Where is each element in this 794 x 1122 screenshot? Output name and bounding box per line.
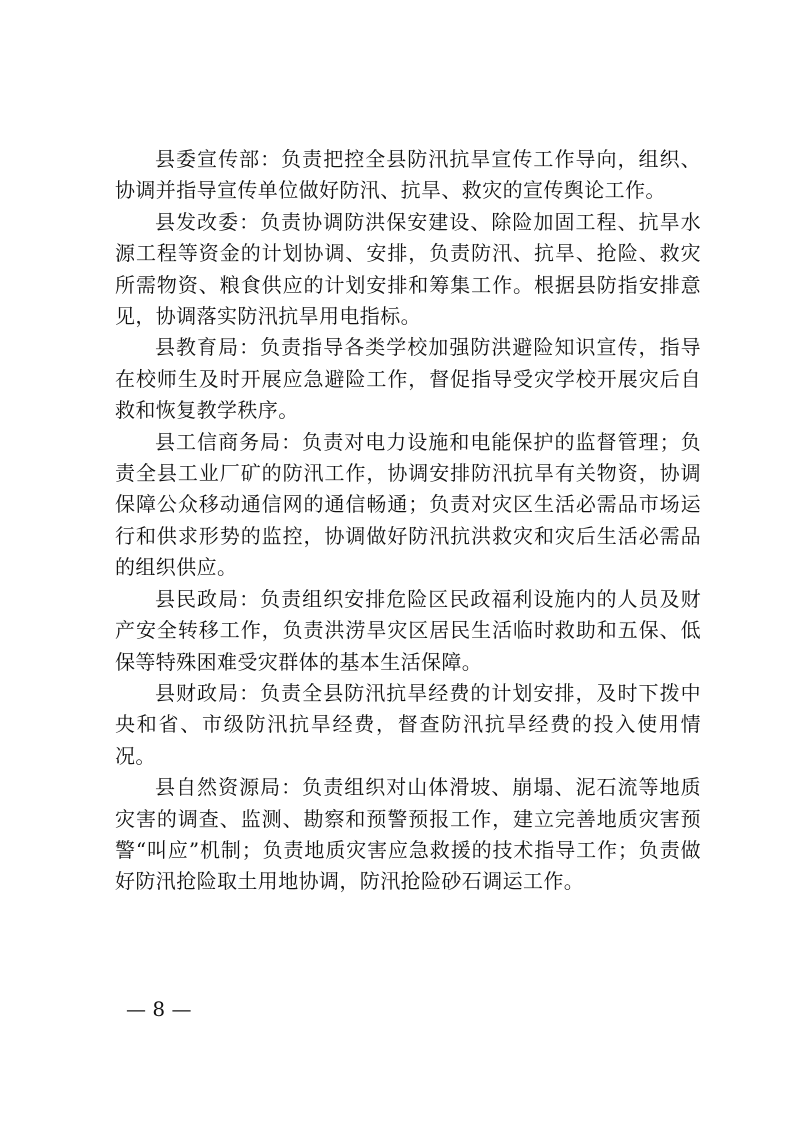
paragraph-industry-commerce-bureau: 县工信商务局：负责对电力设施和电能保护的监督管理；负责全县工业厂矿的防汛工作，协调安排防汛抗旱有关物资，协调保障公众移动通信网的通信畅通；负责对灾区生活必需品市场运行和供求形势的监控，协调做好防汛抗洪救灾和灾后生活必需品的组织供应。 [115, 429, 701, 580]
paragraph-civil-affairs-bureau: 县民政局：负责组织安排危险区民政福利设施内的人员及财产安全转移工作，负责洪涝旱灾区居民生活临时救助和五保、低保等特殊困难受灾群体的基本生活保障。 [115, 586, 701, 674]
paragraph-propaganda-department: 县委宣传部：负责把控全县防汛抗旱宣传工作导向，组织、协调并指导宣传单位做好防汛、抗旱、救灾的宣传舆论工作。 [115, 147, 701, 203]
paragraph-natural-resources-bureau: 县自然资源局：负责组织对山体滑坡、崩塌、泥石流等地质灾害的调查、监测、勘察和预警预报工作，建立完善地质灾害预警“叫应”机制；负责地质灾害应急救援的技术指导工作；负责做好防汛抢险取土用地协调，防汛抢险砂石调运工作。 [115, 775, 701, 894]
page-number: — 8 — [126, 997, 192, 1021]
paragraph-development-reform-commission: 县发改委：负责协调防洪保安建设、除险加固工程、抗旱水源工程等资金的计划协调、安排，负责防汛、抗旱、抢险、救灾所需物资、粮食供应的计划安排和筹集工作。根据县防指安排意见，协调落实防汛抗旱用电指标。 [115, 209, 701, 329]
document-body [115, 144, 701, 898]
paragraph-education-bureau: 县教育局：负责指导各类学校加强防洪避险知识宣传，指导在校师生及时开展应急避险工作，督促指导受灾学校开展灾后自救和恢复教学秩序。 [115, 335, 701, 423]
paragraph-finance-bureau: 县财政局：负责全县防汛抗旱经费的计划安排，及时下拨中央和省、市级防汛抗旱经费，督查防汛抗旱经费的投入使用情况。 [115, 680, 701, 768]
